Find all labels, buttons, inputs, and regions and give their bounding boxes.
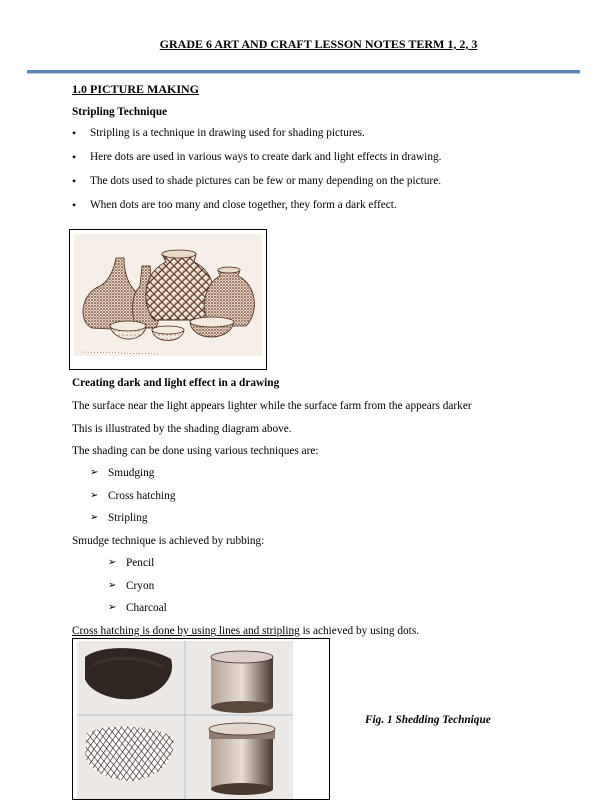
- smudge-intro: Smudge technique is achieved by rubbing:: [72, 535, 265, 547]
- figure-caption: Fig. 1 Shedding Technique: [365, 714, 491, 726]
- pottery-figure: [69, 229, 267, 370]
- effects-paragraph-1: The surface near the light appears lighter while the surface farm from the appears darker: [72, 400, 472, 412]
- technique-list: [90, 467, 175, 535]
- smudge-tool-item: ➢ Cryon: [108, 580, 167, 603]
- effects-paragraph-3: The shading can be done using various techniques are:: [72, 445, 319, 457]
- section-number: 1.0: [72, 82, 87, 96]
- cross-hatching-sentence: [72, 625, 419, 637]
- effects-paragraph-2: This is illustrated by the shading diagram above.: [72, 423, 292, 435]
- technique-item: ➢ Cross hatching: [90, 490, 175, 513]
- cross-hatching-underlined-text: Cross hatching is done by using lines and stripling: [72, 625, 300, 637]
- smudge-tool-item: ➢ Pencil: [108, 557, 167, 580]
- header-rule: [27, 70, 580, 73]
- bullet-item: • When dots are too many and close together, they form a dark effect.: [72, 199, 441, 223]
- effects-heading: Creating dark and light effect in a drawing: [72, 377, 280, 389]
- document-title: GRADE 6 ART AND CRAFT LESSON NOTES TERM 1, 2, 3: [159, 37, 478, 51]
- section-title: PICTURE MAKING: [87, 82, 200, 96]
- shading-figure: [72, 638, 330, 800]
- shading-illustration: [73, 639, 329, 799]
- technique-item: ➢ Stripling: [90, 512, 175, 535]
- bullet-item: • Stripling is a technique in drawing used for shading pictures.: [72, 127, 441, 151]
- smudge-tool-item: ➢ Charcoal: [108, 602, 167, 625]
- section-heading: [72, 82, 199, 97]
- stripling-subtitle: Stripling Technique: [72, 106, 168, 118]
- bullet-item: • The dots used to shade pictures can be few or many depending on the picture.: [72, 175, 441, 199]
- stripling-bullets: [72, 127, 441, 223]
- pottery-illustration: [70, 230, 266, 369]
- cross-hatching-rest-text: is achieved by using dots.: [299, 625, 420, 637]
- technique-item: ➢ Smudging: [90, 467, 175, 490]
- smudge-tool-list: [108, 557, 167, 625]
- bullet-item: • Here dots are used in various ways to create dark and light effects in drawing.: [72, 151, 441, 175]
